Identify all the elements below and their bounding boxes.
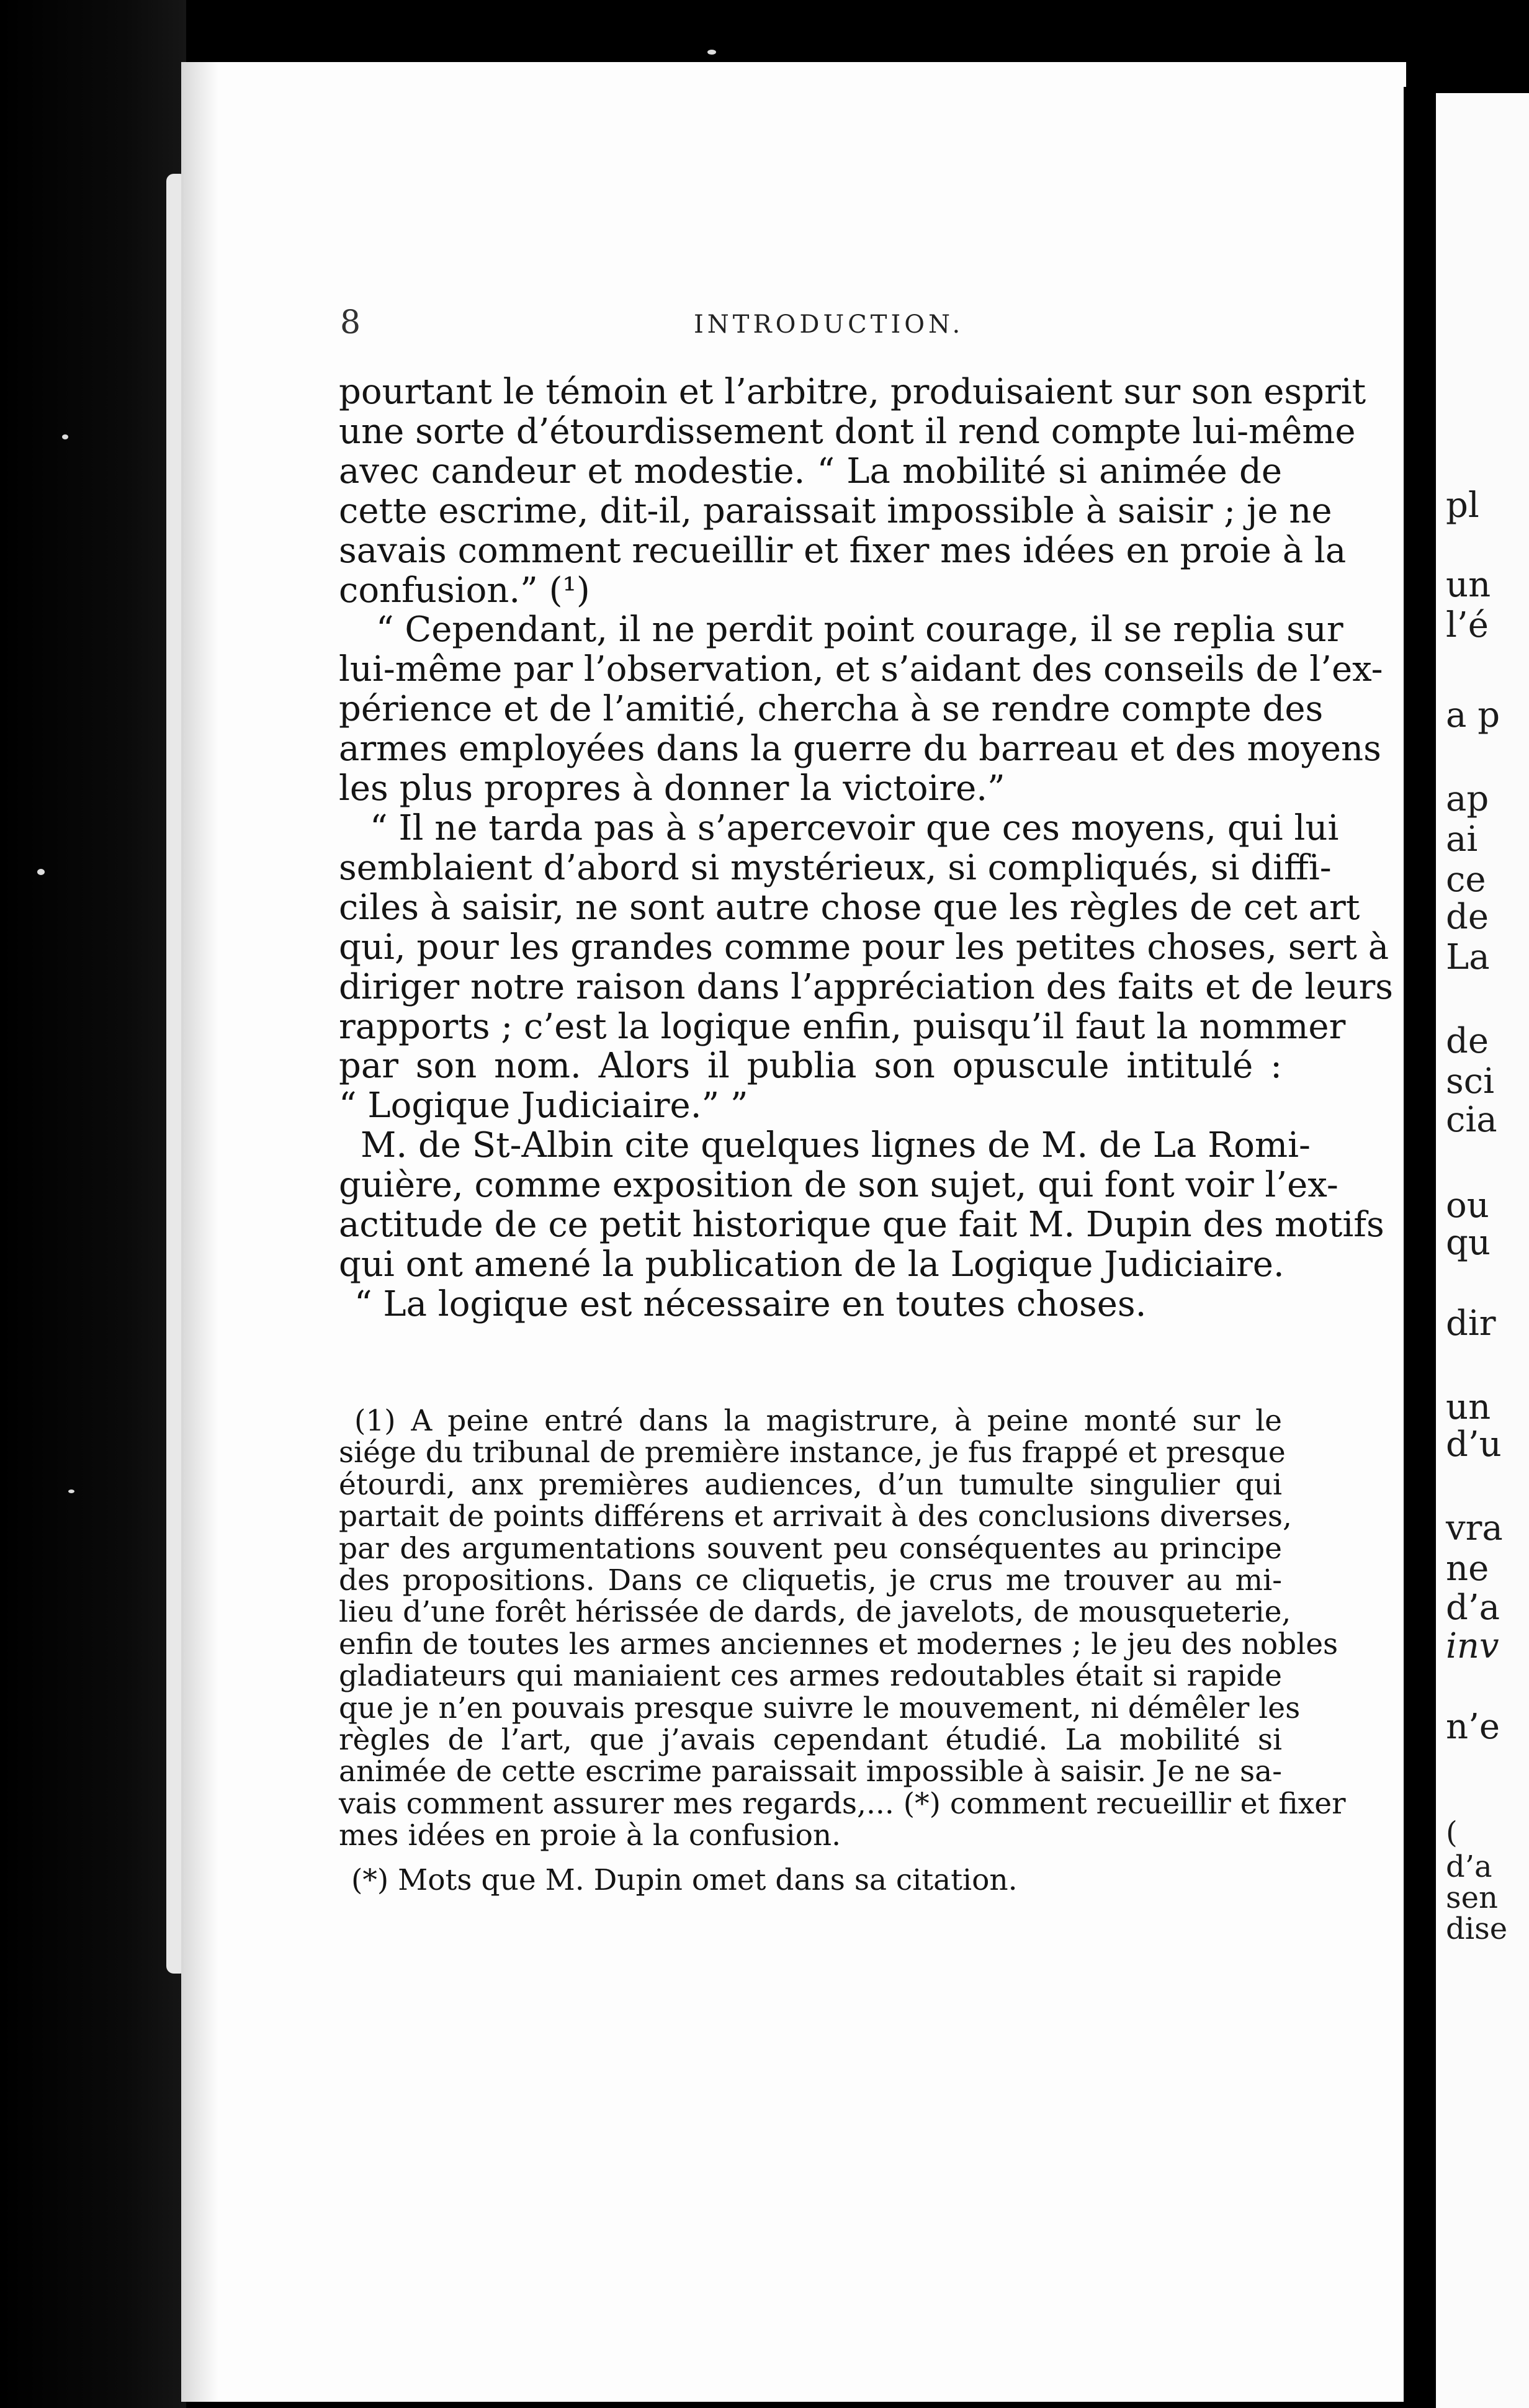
facing-fragment: ai [1446, 819, 1478, 860]
text-line: “ Il ne tarda pas à s’apercevoir que ces moyens, qui lui [370, 807, 1339, 848]
scan-speck [707, 50, 716, 55]
facing-fragment: cia [1446, 1100, 1497, 1140]
text-line: ciles à saisir, ne sont autre chose que les règles de cet art [339, 887, 1360, 928]
text-line: “ La logique est nécessaire en toutes choses. [354, 1283, 1147, 1324]
text-line: cette escrime, dit-il, paraissait impossible à saisir ; je ne [339, 490, 1332, 531]
facing-fragment: a p [1446, 695, 1500, 735]
facing-fragment: dise [1446, 1912, 1508, 1946]
facing-fragment: inv [1446, 1626, 1499, 1666]
text-line: diriger notre raison dans l’appréciation des faits et de leurs [339, 966, 1394, 1007]
page-number: 8 [340, 304, 361, 341]
text-line: lui-même par l’observation, et s’aidant des conseils de l’ex- [339, 649, 1383, 690]
running-head: INTRODUCTION. [694, 310, 964, 339]
footnote-line: mes idées en proie à la confusion. [339, 1818, 841, 1853]
footnote-line: des propositions. Dans ce cliquetis, je crus me trouver au mi- [339, 1563, 1282, 1598]
footnote-line: gladiateurs qui maniaient ces armes redoutables était si rapide [339, 1659, 1282, 1694]
scan-speck [68, 1489, 74, 1493]
text-line: “ Cependant, il ne perdit point courage, il se replia sur [376, 609, 1343, 650]
footnote-line: siége du tribunal de première instance, je fus frappé et presque [339, 1435, 1286, 1470]
text-line: M. de St-Albin cite quelques lignes de M. de La Romi- [361, 1125, 1311, 1166]
facing-fragment: vra [1446, 1508, 1503, 1548]
facing-fragment: dir [1446, 1303, 1496, 1344]
text-line: armes employées dans la guerre du barreau et des moyens [339, 729, 1381, 770]
facing-fragment: l’é [1446, 605, 1489, 645]
text-line: guière, comme exposition de son sujet, qui font voir l’ex- [339, 1165, 1338, 1206]
footnote-1 [339, 1404, 1346, 1853]
text-line: périence et de l’amitié, chercha à se rendre compte des [339, 689, 1324, 730]
facing-fragment: ce [1446, 860, 1486, 900]
text-line: qui, pour les grandes comme pour les petites choses, sert à [339, 927, 1389, 968]
text-line: savais comment recueillir et fixer mes idées en proie à la [339, 530, 1347, 571]
text-line: les plus propres à donner la victoire.” [339, 768, 1005, 809]
body-text [339, 372, 1394, 1324]
footnote-line: partait de points différens et arrivait à des conclusions diverses, [339, 1499, 1292, 1534]
facing-fragment: pl [1446, 485, 1479, 526]
footnote-line: vais comment assurer mes regards,... (*) comment recueillir et fixer [339, 1786, 1346, 1821]
text-line: confusion.” (¹) [339, 570, 590, 611]
footnote-line: que je n’en pouvais presque suivre le mouvement, ni démêler les [339, 1691, 1301, 1725]
scan-background [0, 0, 186, 2408]
facing-fragment: ap [1446, 779, 1489, 819]
text-line: actitude de ce petit historique que fait M. Dupin des motifs [339, 1205, 1384, 1246]
text-line: semblaient d’abord si mystérieux, si compliqués, si diffi- [339, 847, 1332, 888]
text-line: “ Logique Judiciaire.” ” [339, 1085, 748, 1126]
text-line: une sorte d’étourdissement dont il rend compte lui-même [339, 411, 1356, 452]
facing-fragment: de [1446, 1021, 1489, 1061]
facing-fragment: de [1446, 897, 1489, 937]
text-line: qui ont amené la publication de la Logique Judiciaire. [339, 1244, 1285, 1285]
footnote-line: lieu d’une forêt hérissée de dards, de javelots, de mousqueterie, [339, 1595, 1291, 1630]
facing-fragment: d’a [1446, 1588, 1500, 1628]
facing-fragment: sen [1446, 1880, 1498, 1915]
text-line: pourtant le témoin et l’arbitre, produisaient sur son esprit [339, 372, 1366, 412]
facing-fragment: n’e [1446, 1707, 1500, 1747]
facing-fragment: d’u [1446, 1424, 1502, 1465]
book-spine [1404, 87, 1436, 2408]
scan-speck [62, 434, 68, 439]
footnote-line: étourdi, anx premières audiences, d’un tumulte singulier qui [339, 1467, 1282, 1502]
facing-fragment: La [1446, 937, 1490, 977]
footnote-line: (1) A peine entré dans la magistrure, à peine monté sur le [354, 1404, 1282, 1438]
facing-fragment: un [1446, 565, 1491, 605]
page-binding-shadow [181, 62, 218, 2402]
facing-fragment: d’a [1446, 1849, 1492, 1884]
footnote-line: règles de l’art, que j’avais cependant étudié. La mobilité si [339, 1723, 1282, 1758]
footnote-line: par des argumentations souvent peu conséquentes au principe [339, 1531, 1282, 1566]
footnote-star: (*) Mots que M. Dupin omet dans sa citation. [351, 1863, 1018, 1897]
text-line: rapports ; c’est la logique enfin, puisqu’il faut la nommer [339, 1006, 1346, 1047]
facing-fragment: ne [1446, 1548, 1489, 1589]
facing-fragment: un [1446, 1387, 1491, 1427]
text-line: par son nom. Alors il publia son opuscule intitulé : [339, 1046, 1282, 1087]
facing-fragment: ou [1446, 1185, 1489, 1226]
facing-fragment: ( [1446, 1815, 1458, 1850]
facing-fragment: qu [1446, 1223, 1491, 1263]
facing-fragment: sci [1446, 1061, 1495, 1102]
text-line: avec candeur et modestie. “ La mobilité si animée de [339, 451, 1282, 492]
footnote-line: enfin de toutes les armes anciennes et modernes ; le jeu des nobles [339, 1627, 1338, 1661]
scan-speck [37, 869, 45, 875]
footnote-line: animée de cette escrime paraissait impossible à saisir. Je ne sa- [339, 1754, 1282, 1789]
